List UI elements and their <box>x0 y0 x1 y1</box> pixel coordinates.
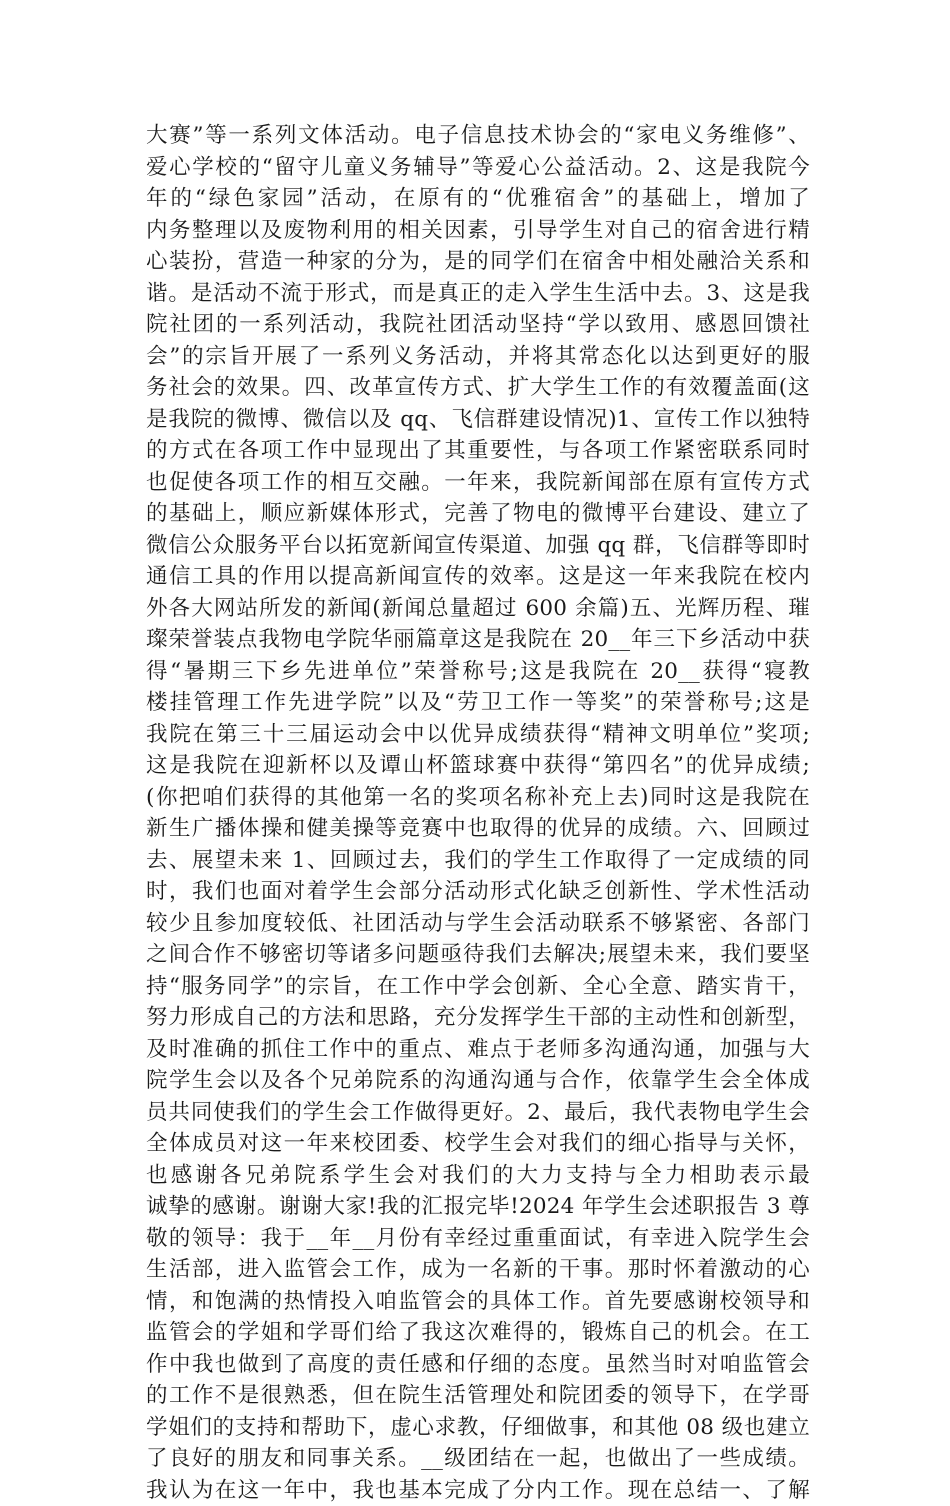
text-line-2: 爱心学校的“留守儿童义务辅导”等爱心公益活动。2、这是我院今 <box>146 152 810 184</box>
text-line-16: 外各大网站所发的新闻(新闻总量超过 600 余篇)五、光辉历程、璀 <box>146 593 810 625</box>
text-line-12: 也促使各项工作的相互交融。一年来，我院新闻部在原有宣传方式 <box>146 467 810 499</box>
text-line-4: 内务整理以及废物利用的相关因素，引导学生对自己的宿舍进行精 <box>146 215 810 247</box>
text-line-10: 是我院的微博、微信以及 qq、飞信群建设情况)1、宣传工作以独特 <box>146 404 810 436</box>
text-line-15: 通信工具的作用以提高新闻宣传的效率。这是这一年来我院在校内 <box>146 561 810 593</box>
text-line-30: 及时准确的抓住工作中的重点、难点于老师多沟通沟通，加强与大 <box>146 1034 810 1066</box>
text-line-25: 时，我们也面对着学生会部分活动形式化缺乏创新性、学术性活动 <box>146 876 810 908</box>
text-line-21: 这是我院在迎新杯以及谭山杯篮球赛中获得“第四名”的优异成绩; <box>146 750 810 782</box>
text-line-7: 院社团的一系列活动，我院社团活动坚持“学以致用、感恩回馈社 <box>146 309 810 341</box>
text-line-13: 的基础上，顺应新媒体形式，完善了物电的微博平台建设、建立了 <box>146 498 810 530</box>
text-line-44: 我认为在这一年中，我也基本完成了分内工作。现在总结一、了解 <box>146 1475 810 1506</box>
text-line-37: 生活部，进入监管会工作，成为一名新的干事。那时怀着激动的心 <box>146 1254 810 1286</box>
text-line-18: 得“暑期三下乡先进单位”荣誉称号;这是我院在 20__获得“寝教 <box>146 656 810 688</box>
text-line-40: 作中我也做到了高度的责任感和仔细的态度。虽然当时对咱监管会 <box>146 1349 810 1381</box>
text-line-28: 持“服务同学”的宗旨，在工作中学会创新、全心全意、踏实肯干， <box>146 971 810 1003</box>
text-line-34: 也感谢各兄弟院系学生会对我们的大力支持与全力相助表示最 <box>146 1160 810 1192</box>
text-line-17: 璨荣誉装点我物电学院华丽篇章这是我院在 20__年三下乡活动中获 <box>146 624 810 656</box>
text-line-27: 之间合作不够密切等诸多问题亟待我们去解决;展望未来，我们要坚 <box>146 939 810 971</box>
text-line-23: 新生广播体操和健美操等竞赛中也取得的优异的成绩。六、回顾过 <box>146 813 810 845</box>
text-line-5: 心装扮，营造一种家的分为，是的同学们在宿舍中相处融洽关系和 <box>146 246 810 278</box>
text-line-3: 年的“绿色家园”活动，在原有的“优雅宿舍”的基础上，增加了 <box>146 183 810 215</box>
text-line-24: 去、展望未来 1、回顾过去，我们的学生工作取得了一定成绩的同 <box>146 845 810 877</box>
text-line-32: 员共同使我们的学生会工作做得更好。2、最后，我代表物电学生会 <box>146 1097 810 1129</box>
text-line-26: 较少且参加度较低、社团活动与学生会活动联系不够紧密、各部门 <box>146 908 810 940</box>
text-line-31: 院学生会以及各个兄弟院系的沟通沟通与合作，依靠学生会全体成 <box>146 1065 810 1097</box>
text-line-36: 敬的领导：我于__年__月份有幸经过重重面试，有幸进入院学生会 <box>146 1223 810 1255</box>
text-line-14: 微信公众服务平台以拓宽新闻宣传渠道、加强 qq 群，飞信群等即时 <box>146 530 810 562</box>
text-line-41: 的工作不是很熟悉，但在院生活管理处和院团委的领导下，在学哥 <box>146 1380 810 1412</box>
text-line-35: 诚挚的感谢。谢谢大家!我的汇报完毕!2024 年学生会述职报告 3 尊 <box>146 1191 810 1223</box>
text-line-9: 务社会的效果。四、改革宣传方式、扩大学生工作的有效覆盖面(这 <box>146 372 810 404</box>
text-line-33: 全体成员对这一年来校团委、校学生会对我们的细心指导与关怀， <box>146 1128 810 1160</box>
text-line-11: 的方式在各项工作中显现出了其重要性，与各项工作紧密联系同时 <box>146 435 810 467</box>
text-line-1: 大赛”等一系列文体活动。电子信息技术协会的“家电义务维修”、 <box>146 120 810 152</box>
text-line-19: 楼挂管理工作先进学院”以及“劳卫工作一等奖”的荣誉称号;这是 <box>146 687 810 719</box>
text-line-38: 情，和饱满的热情投入咱监管会的具体工作。首先要感谢校领导和 <box>146 1286 810 1318</box>
body-text <box>146 120 810 1506</box>
text-line-29: 努力形成自己的方法和思路，充分发挥学生干部的主动性和创新型， <box>146 1002 810 1034</box>
text-line-20: 我院在第三十三届运动会中以优异成绩获得“精神文明单位”奖项; <box>146 719 810 751</box>
text-line-6: 谐。是活动不流于形式，而是真正的走入学生生活中去。3、这是我 <box>146 278 810 310</box>
text-line-42: 学姐们的支持和帮助下，虚心求教，仔细做事，和其他 08 级也建立 <box>146 1412 810 1444</box>
text-line-43: 了良好的朋友和同事关系。__级团结在一起，也做出了一些成绩。 <box>146 1443 810 1475</box>
text-line-8: 会”的宗旨开展了一系列义务活动，并将其常态化以达到更好的服 <box>146 341 810 373</box>
text-line-22: (你把咱们获得的其他第一名的奖项名称补充上去)同时这是我院在 <box>146 782 810 814</box>
text-line-39: 监管会的学姐和学哥们给了我这次难得的，锻炼自己的机会。在工 <box>146 1317 810 1349</box>
